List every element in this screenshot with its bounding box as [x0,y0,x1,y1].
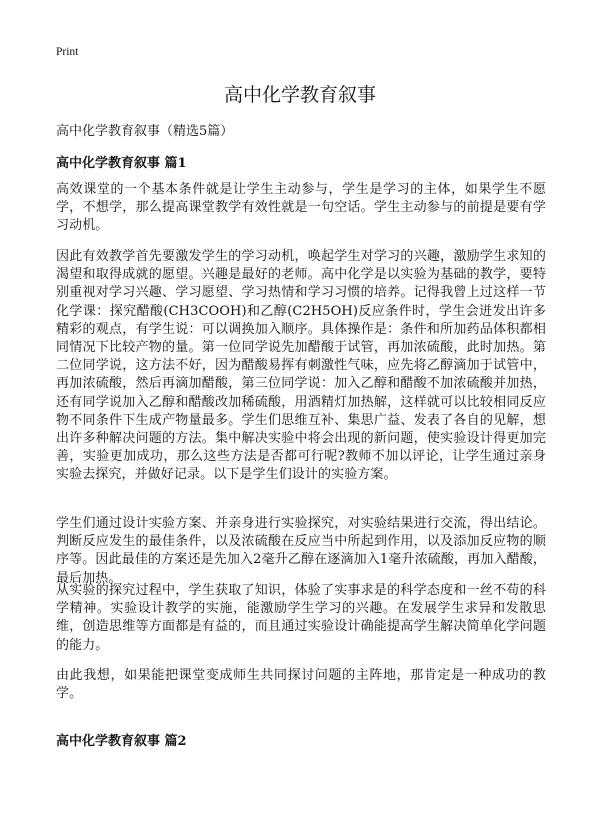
section-heading-2: 高中化学教育叙事 篇2 [56,734,187,749]
print-label: Print [56,46,79,58]
document-title: 高中化学教育叙事 [223,84,376,106]
paragraph-5: 由此我想，如果能把课堂变成师生共同探讨问题的主阵地，那肯定是一种成功的教学。 [56,668,546,702]
paragraph-1: 高效课堂的一个基本条件就是让学生主动参与，学生是学习的主体，如果学生不愿学，不想学，那么提高课堂教学有效性就是一句空话。学生主动参与的前提是要有学习动机。 [56,182,546,234]
paragraph-2: 因此有效教学首先要激发学生的学习动机，唤起学生对学习的兴趣，激励学生求知的渴望和取得成就的愿望。兴趣是最好的老师。高中化学是以实验为基础的教学，要特别重视对学习兴趣、学习愿望、学习热情和学习习惯的培养。记得我曾上过这样一节化学课：探究醋酸(CH3COOH)和乙醇(C2H5OH)反应条件时，学生会迸发出许多精彩的观点，有学生说：可以调换加入顺序。具体操作是：条件和所加药品体积都相同情况下比较产物的量。第一位同学说先加醋酸于试管，再加浓硫酸，此时加热。第二位同学说，这方法不好，因为醋酸易挥有刺激性气味，应先将乙醇滴加于试管中，再加浓硫酸，然后再滴加醋酸，第三位同学说：加入乙醇和醋酸不加浓硫酸并加热，还有同学说加入乙醇和醋酸改加稀硫酸，用酒精灯加热解，这样就可以比较相同反应物不同条件下生成产物量最多。学生们思维互补、集思广益、发表了各自的见解，想出许多种解决问题的方法。集中解决实验中将会出现的新问题，使实验设计得更加完善，实验更加成功，那么这些方法是否都可行呢?教师不加以评论，让学生通过亲身实验去探究，并做好记录。以下是学生们设计的实验方案。 [56,249,546,483]
section-heading-1: 高中化学教育叙事 篇1 [56,156,187,171]
paragraph-4: 从实验的探究过程中，学生获取了知识，体验了实事求是的科学态度和一丝不苟的科学精神。实验设计教学的实施，能激励学生学习的兴趣。在发展学生求异和发散思维，创造思维等方面都是有益的，而且通过实验设计确能提高学生解决简单化学问题的能力。 [56,583,546,653]
paragraph-3: 学生们通过设计实验方案、并亲身进行实验探究，对实验结果进行交流，得出结论。判断反应发生的最佳条件，以及浓硫酸在反应当中所起到作用，以及添加反应物的顺序等。因此最佳的方案还是先加入2毫升乙醇在逐滴加入1毫升浓硫酸，再加入醋酸，最后加热。 [56,516,546,586]
document-subtitle: 高中化学教育叙事（精选5篇） [56,124,234,139]
